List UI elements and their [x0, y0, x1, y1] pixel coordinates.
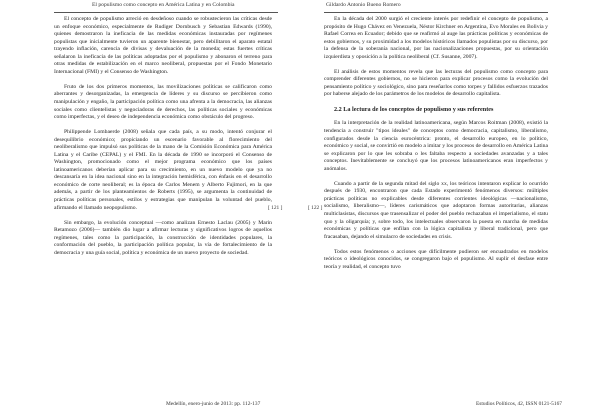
right-paragraph-2: El análisis de estos momentos revela que las lecturas del populismo como concepto para comprender diferentes gobiernos, no se hicieron para explicar procesos como la evolución del pensamiento político y sociológico, sino para reseñarlos como torpes y fallidos esfuerzos trazados por haberse alejado de los parámetros de los modelos de desarrollo capitalista. [324, 68, 548, 98]
left-body-text [54, 16, 272, 265]
right-paragraph-3: En la interpretación de la realidad latinoamericana, según Marcos Roitman (2008), existió la tendencia a construir "tipos ideales" de conceptos como democracia, capitalismo, liberalismo, configurados desde la ciencia eurocéntrica: pronto, el desarrollo europeo, en lo político, económico y social, se convirtió en modelo a imitar y los procesos de desarrollo en América Latina se explicaron por lo que les sobraba o les faltaba respecto a sociedades avanzadas y a tales conceptos. Inevitablemente se concluyó que los procesos latinoamericanos eran imperfectos y anómalos. [324, 120, 548, 172]
left-footer: Medellín, enero-junio de 2013: pp. 112-137 [166, 401, 261, 407]
left-paragraph-2: Fruto de los dos primeros momentos, las movilizaciones políticas se calificaron como aberrantes y desorganizadas, la emergencia de líderes y su discurso se percibieron como manipulación y engaño, la participación política como una afrenta a la democracia, las alianzas sociales como clientelistas y negociadoras de derechos, las políticas sociales y económicas como imperfectas, y el deseo de independencia económica como obstáculo del progreso. [54, 83, 272, 121]
right-header-rule [324, 12, 548, 13]
right-paragraph-4: Cuando a partir de la segunda mitad del siglo xx, los teóricos intentaron explicar lo ocurrido después de 1930, encontraron que cada Estado experimentó fenómenos diversos: múltiples prácticas políticas no explicables desde diferentes corrientes ideológicas —nacionalismo, socialismo, liberalismo—, líderes carismáticos que adoptaron formas autoritarias, alianzas multiclasistas, discursos que trasensalizar el poder del pueblo rechazaban el imperialismo, el statu quo y la oligarquía; y, sobre todo, los intelectuales observaron la puesta en marcha de medidas económicas y políticas que enfilan con la lógica capitalista y liberal tradicional, pero que fracasaban, dejando el simulacro de sociedades en crisis. [324, 180, 548, 240]
left-running-head: El populismo como concepto en América Latina y en Colombia [92, 2, 235, 8]
left-paragraph-3: Philippende Lombaerde (2008) señala que cada país, a su modo, intentó conjurar el desequilibrio económico; propiciando un escenario favorable al florecimiento del neoliberalismo que impulsó sus políticas de la mano de la Comisión Económica para América Latina y el Caribe (CEPAL) y el FMI. En la década de 1990 se incorporó el Consenso de Washington, promocionado como el mejor programa económico que los países latinoamericanos deberían aplicar para su crecimiento, en un nuevo modelo que ya no descansaría en la idea nacional sino en la integración hemisférica, con énfasis en el desarrollo económico de corte neoliberal; es la época de Carlos Menem y Alberto Fujimori, en la que además, a partir de los planteamientos de Roberts (1995), se argumenta la continuidad de prácticas políticas personales, estilos y estrategias que manipulan la voluntad del pueblo, afirmando el llamado neopopulismo. [54, 129, 272, 211]
left-paragraph-1: El concepto de populismo arreció en desdeñoso cuando se robustecieron las críticas desde un enfoque económico, especialmente de Rudiger Dornbusch y Sebastian Edwards (1990), quienes demostraron la ineficacia de las medidas económicas instauradas por regímenes populistas que inicialmente tuvieron un aparente bienestar, pero debilitaron el aparato estatal trayendo inflación, carencia de divisas y devaluación de la moneda; estas fuertes críticas señalaron la ineficacia de las políticas adoptadas por el populismo y abonaron el terreno para otras medidas de estabilización en el marco neoliberal, propuestas por el Fondo Monetario Internacional (FMI) y el Consenso de Washington. [54, 16, 272, 75]
left-header-rule [54, 12, 278, 13]
section-heading: 2.2 La lectura de los conceptos de populismo y sus referentes [334, 106, 494, 114]
right-running-head: Gildardo Antonio Bueno Romero [326, 2, 401, 8]
right-paragraph-5: Todos estos fenómenos o acciones que difícilmente pudieron ser encuadrados en modelos teóricos o ideológicos conocidos, se congregaron bajo el populismo. Al suplir el desfase entre teoría y realidad, el concepto tuvo [324, 248, 548, 270]
left-page-number: [ 121 ] [268, 205, 283, 211]
right-page-number: [ 122 ] [308, 205, 323, 211]
right-paragraph-1: En la década del 2000 surgió el creciente interés por redefinir el concepto de populismo, a propósito de Hugo Chávez en Venezuela, Néstor Kirchner en Argentina, Evo Morales en Bolivia y Rafael Correa en Ecuador; debido que se reafirmó al auge las prácticas políticas y económicas de estos gobiernos, y su proximidad a los modelos históricos llamados populistas por su discurso, por la defensa de la soberanía nacional, por las nacionalizaciones propuestas, por su orientación izquierdista y oposición a la política neoliberal (Cf. Susanne, 2007). [324, 16, 548, 60]
right-body-text [324, 16, 548, 279]
left-paragraph-4: Sin embargo, la evolución conceptual —como analizan Ernesto Laclau (2005) y Marin Retamozo (2006)— también dio lugar a afirmar lecturas y significativos logros de aquellos regímenes, tales como la participación, la construcción de identidades populares, la conformación del pueblo, la participación política popular, la vía de fortalecimiento de la democracia y una guía social, política y económica de un nuevo proyecto de sociedad. [54, 219, 272, 256]
right-footer: Estudios Políticos, 42, ISSN 0121-5167 [476, 401, 562, 407]
right-page [300, 0, 600, 415]
